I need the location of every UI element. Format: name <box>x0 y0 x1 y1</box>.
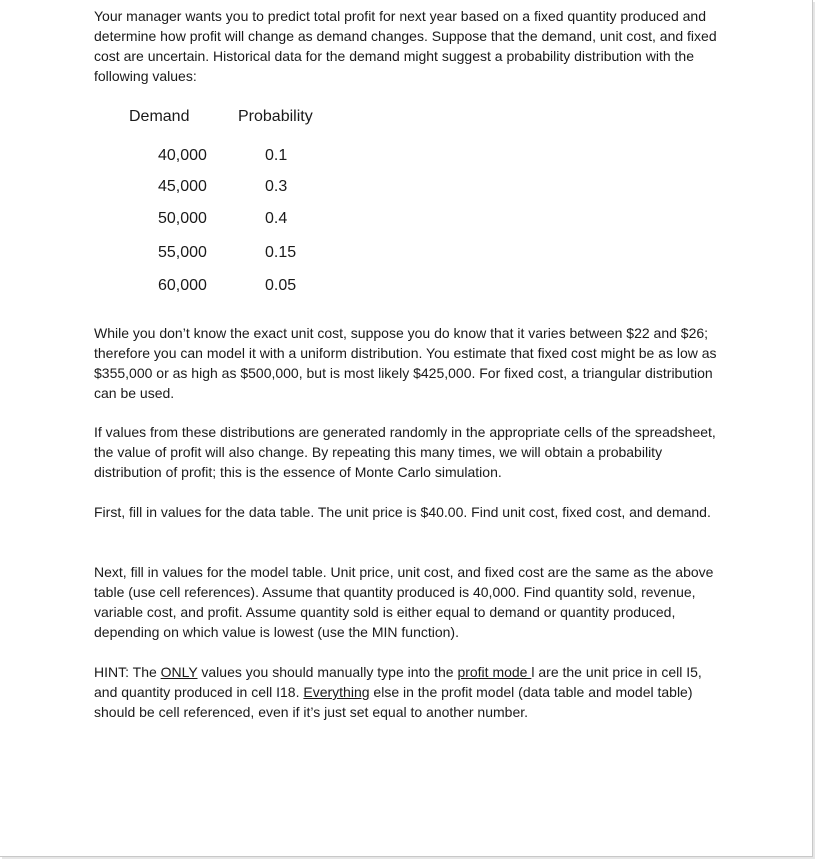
demand-value: 50,000 <box>158 210 207 227</box>
intro-paragraph: Your manager wants you to predict total profit for next year based on a fixed quantity produced and determine how profit will change as demand changes. Suppose that the demand, unit cost, and fixed cost are uncertain. Historical data for the demand might suggest a probability distribution with the following values: <box>94 8 717 84</box>
hint-suffix: else in the profit model (data table and model table) should be cell referenced, even if it’s just set equal to another number. <box>94 684 693 720</box>
table-row <box>94 147 394 167</box>
table-row <box>94 178 394 198</box>
table-row <box>94 277 394 297</box>
probability-value: 0.15 <box>265 244 297 261</box>
probability-value: 0.3 <box>265 178 288 195</box>
hint-mid2: l are the unit price in cell I5, and quantity produced in cell I18. <box>94 664 702 700</box>
monte-carlo-paragraph: If values from these distributions are generated randomly in the appropriate cells of the spreadsheet, the value of profit will also change. By repeating this many times, we will obtain a probability distribution of profit; this is the essence of Monte Carlo simulation. <box>94 424 716 480</box>
hint-everything: Everything <box>303 684 370 700</box>
hint-paragraph <box>94 662 724 722</box>
unit-cost-paragraph: While you don’t know the exact unit cost, suppose you do know that it varies between $22 and $26; therefore you can model it with a uniform distribution. You estimate that fixed cost might be as low as $355,000 or as high as $500,000, but is most likely $425,000. For fixed cost, a triangular distribution can be used. <box>94 325 717 401</box>
header-demand: Demand <box>129 108 190 125</box>
header-probability: Probability <box>238 108 313 125</box>
probability-value: 0.05 <box>265 277 297 294</box>
probability-value: 0.4 <box>265 210 288 227</box>
hint-mid1: values you should manually type into the <box>197 664 458 680</box>
table-row <box>94 210 394 230</box>
demand-value: 40,000 <box>158 147 207 164</box>
probability-value: 0.1 <box>265 147 288 164</box>
next-instruction-paragraph: Next, fill in values for the model table. Unit price, unit cost, and fixed cost are the same as the above table (use cell references). Assume that quantity produced is 40,000. Find quantity sold, revenue, variable cost, and profit. Assume quantity sold is either equal to demand or quantity produced, depending on which value is lowest (use the MIN function). <box>94 564 714 640</box>
hint-only: ONLY <box>160 664 198 680</box>
probability-table <box>94 0 494 300</box>
table-row <box>94 244 394 264</box>
hint-prefix: HINT: The <box>94 664 161 680</box>
hint-profit-mode: profit mode <box>457 664 532 680</box>
demand-value: 55,000 <box>158 244 207 261</box>
demand-value: 60,000 <box>158 277 207 294</box>
demand-value: 45,000 <box>158 178 207 195</box>
first-instruction-paragraph: First, fill in values for the data table. The unit price is $40.00. Find unit cost, fixed cost, and demand. <box>94 504 711 520</box>
